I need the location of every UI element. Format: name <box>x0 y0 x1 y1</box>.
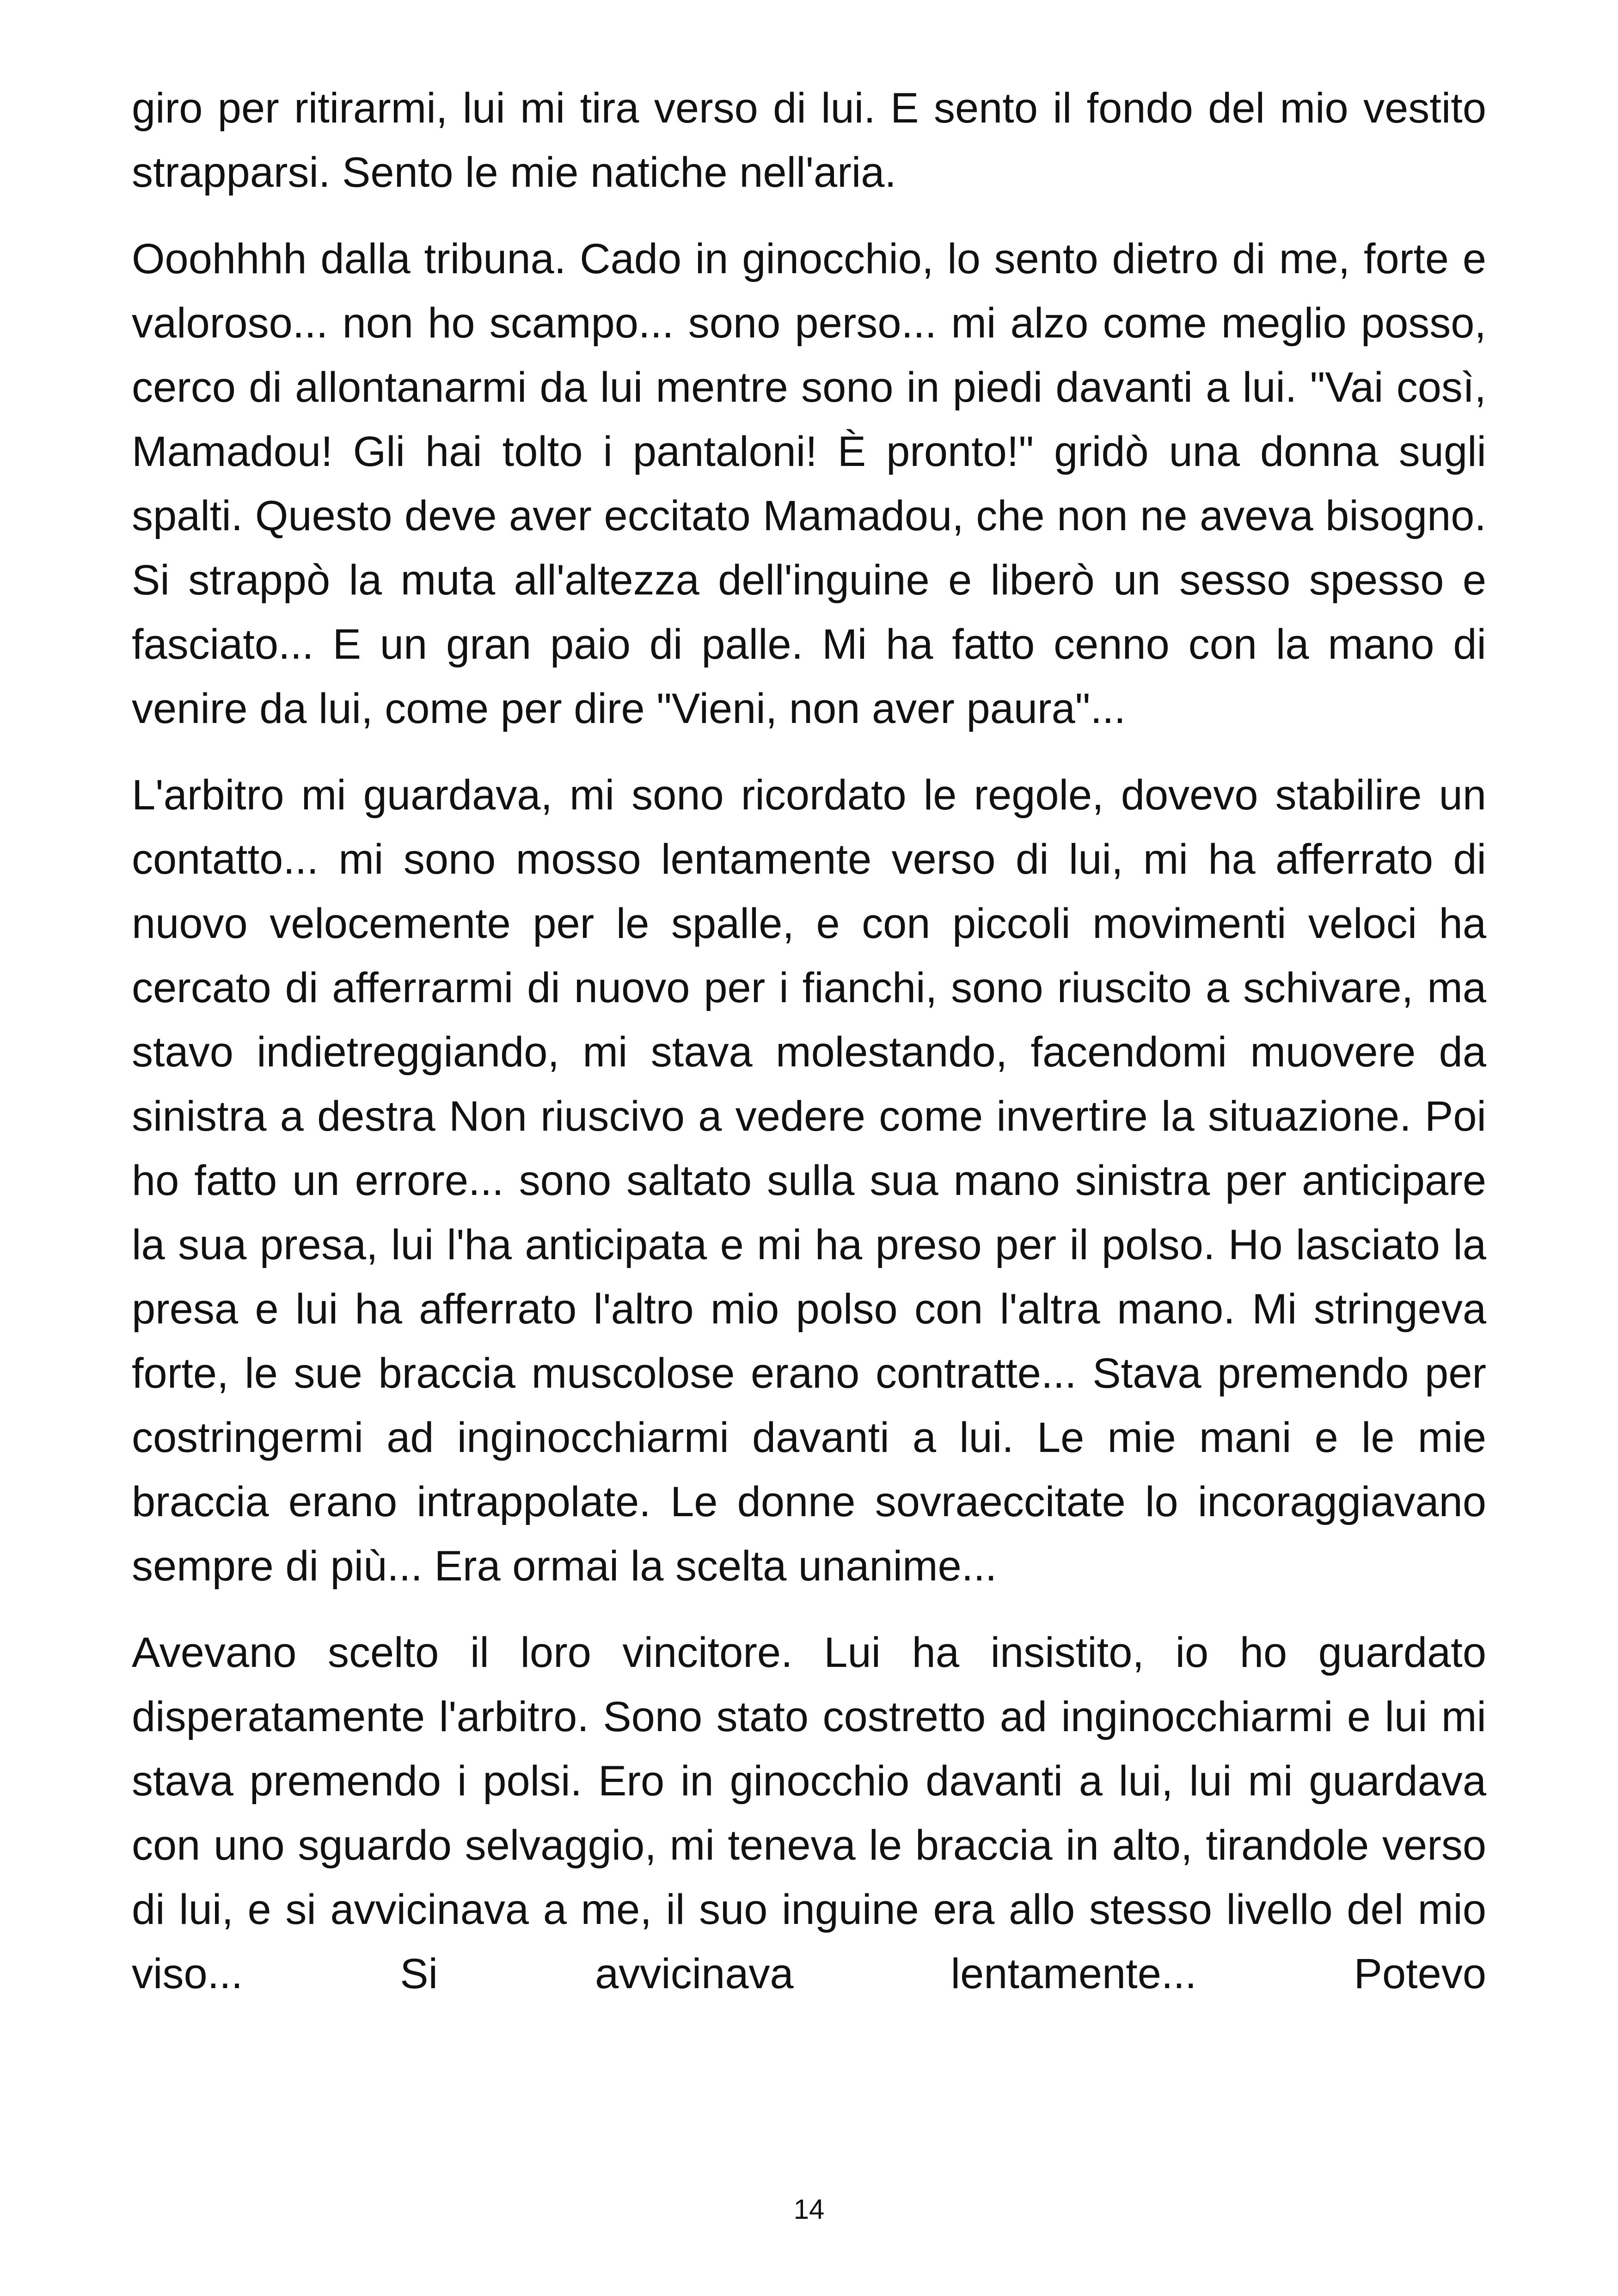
paragraph-1: giro per ritirarmi, lui mi tira verso di lui. E sento il fondo del mio vestito strapparsi. Sento le mie natiche nell'aria. <box>132 85 1486 196</box>
paragraph-2: Ooohhhh dalla tribuna. Cado in ginocchio, lo sento dietro di me, forte e valoroso... non ho scampo... sono perso... mi alzo come meglio posso, cerco di allontanarmi da lui mentre sono in piedi davanti a lui. "Vai così, Mamadou! Gli hai tolto i pantaloni! È pronto!" gridò una donna sugli spalti. Questo deve aver eccitato Mamadou, che non ne aveva bisogno. Si strappò la muta all'altezza dell'inguine e liberò un sesso spesso e fasciato... E un gran paio di palle. Mi ha fatto cenno con la mano di venire da lui, come per dire "Vieni, non aver paura"... <box>132 235 1486 732</box>
paragraph-3: L'arbitro mi guardava, mi sono ricordato le regole, dovevo stabilire un contatto... mi sono mosso lentamente verso di lui, mi ha afferrato di nuovo velocemente per le spalle, e con piccoli movimenti veloci ha cercato di afferrarmi di nuovo per i fianchi, sono riuscito a schivare, ma stavo indietreggiando, mi stava molestando, facendomi muovere da sinistra a destra Non riuscivo a vedere come invertire la situazione. Poi ho fatto un errore... sono saltato sulla sua mano sinistra per anticipare la sua presa, lui l'ha anticipata e mi ha preso per il polso. Ho lasciato la presa e lui ha afferrato l'altro mio polso con l'altra mano. Mi stringeva forte, le sue braccia muscolose erano contratte... Stava premendo per costringermi ad inginocchiarmi davanti a lui. Le mie mani e le mie braccia erano intrappolate. Le donne sovraeccitate lo incoraggiavano sempre di più... Era ormai la scelta unanime... <box>132 771 1486 1590</box>
body-text <box>132 76 1486 2028</box>
page-number: 14 <box>793 2194 825 2225</box>
paragraph-4: Avevano scelto il loro vincitore. Lui ha insistito, io ho guardato disperatamente l'arbitro. Sono stato costretto ad inginocchiarmi e lui mi stava premendo i polsi. Ero in ginocchio davanti a lui, lui mi guardava con uno sguardo selvaggio, mi teneva le braccia in alto, tirandole verso di lui, e si avvicinava a me, il suo inguine era allo stesso livello del mio viso... Si avvicinava lentamente... Potevo <box>132 1629 1486 1997</box>
